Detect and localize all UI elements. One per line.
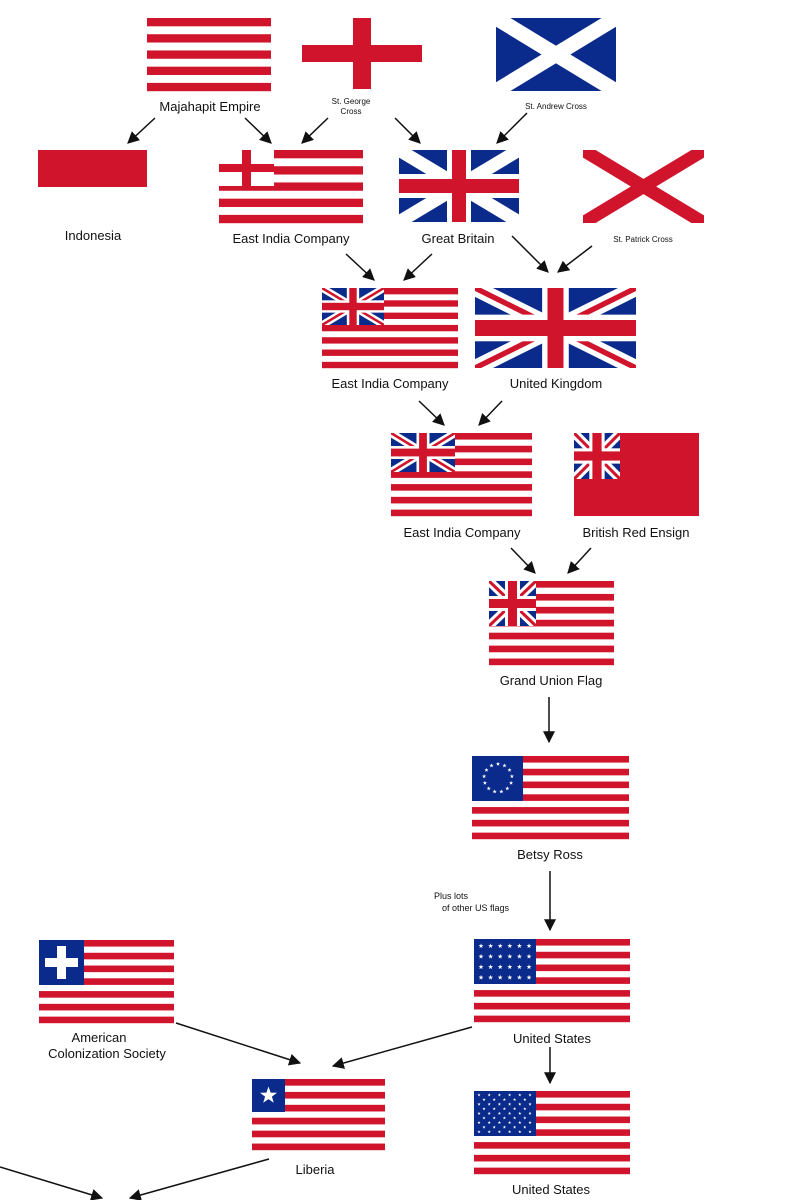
arrow-eic1-eic2	[346, 254, 374, 280]
label-acs-line2: Colonization Society	[48, 1046, 166, 1061]
label-st-andrew: St. Andrew Cross	[525, 102, 587, 111]
british-red-ensign-flag	[574, 433, 699, 516]
great-britain-flag	[399, 150, 519, 222]
arrow-gb-uk	[512, 236, 548, 272]
indonesia-flag	[38, 150, 147, 187]
label-acs-line1: American	[71, 1030, 127, 1045]
label-eic3: East India Company	[403, 525, 521, 540]
label-majapahit: Majahapit Empire	[159, 99, 261, 114]
arrow-stpatrick-uk	[558, 246, 592, 272]
east-india-company-flag-1	[219, 150, 363, 223]
arrow-stgeorge-gb	[395, 118, 420, 143]
label-red-ensign: British Red Ensign	[582, 525, 690, 540]
arrow-redensign-grandunion	[568, 548, 591, 573]
st-george-cross-flag	[302, 18, 422, 89]
grand-union-flag	[489, 581, 614, 665]
arrow-us-liberia	[333, 1027, 472, 1066]
arrow-uk-eic3	[479, 401, 502, 425]
label-liberia: Liberia	[295, 1162, 335, 1177]
arrow-liberia-next	[130, 1159, 269, 1198]
label-eic1: East India Company	[232, 231, 350, 246]
east-india-company-flag-2	[322, 288, 458, 368]
arrow-standrew-gb	[497, 113, 527, 143]
arrow-stgeorge-eic	[302, 118, 328, 143]
label-uk: United Kingdom	[509, 376, 603, 391]
arrow-eic2-eic3	[419, 401, 444, 425]
arrow-majapahit-eic	[245, 118, 271, 143]
majapahit-flag	[147, 18, 271, 91]
united-states-flag-1	[474, 939, 630, 1022]
united-kingdom-flag	[475, 288, 636, 368]
note-line1: Plus lots	[434, 891, 469, 901]
label-st-george-line2: Cross	[340, 107, 362, 116]
label-st-patrick: St. Patrick Cross	[613, 235, 673, 244]
arrow-eic3-grandunion	[511, 548, 535, 573]
label-eic2: East India Company	[331, 376, 449, 391]
arrow-acs-liberia	[176, 1023, 300, 1063]
east-india-company-flag-3	[391, 433, 532, 516]
liberia-flag	[252, 1079, 385, 1150]
st-andrew-cross-flag	[496, 18, 616, 91]
united-states-flag-2	[474, 1091, 630, 1174]
betsy-ross-flag	[472, 756, 629, 839]
arrow-majapahit-indonesia	[128, 118, 155, 143]
note-line2: of other US flags	[442, 903, 510, 913]
arrow-gb-eic2	[404, 254, 432, 280]
label-great-britain: Great Britain	[421, 231, 495, 246]
american-colonization-society-flag	[39, 940, 174, 1023]
label-us1: United States	[512, 1031, 592, 1046]
label-st-george-line1: St. George	[331, 97, 371, 106]
label-grand-union: Grand Union Flag	[499, 673, 603, 688]
st-patrick-cross-flag	[583, 150, 704, 223]
label-betsy-ross: Betsy Ross	[517, 847, 583, 862]
arrow-offscreen-next	[0, 1167, 102, 1198]
label-us2: United States	[511, 1182, 591, 1197]
label-indonesia: Indonesia	[64, 228, 122, 243]
